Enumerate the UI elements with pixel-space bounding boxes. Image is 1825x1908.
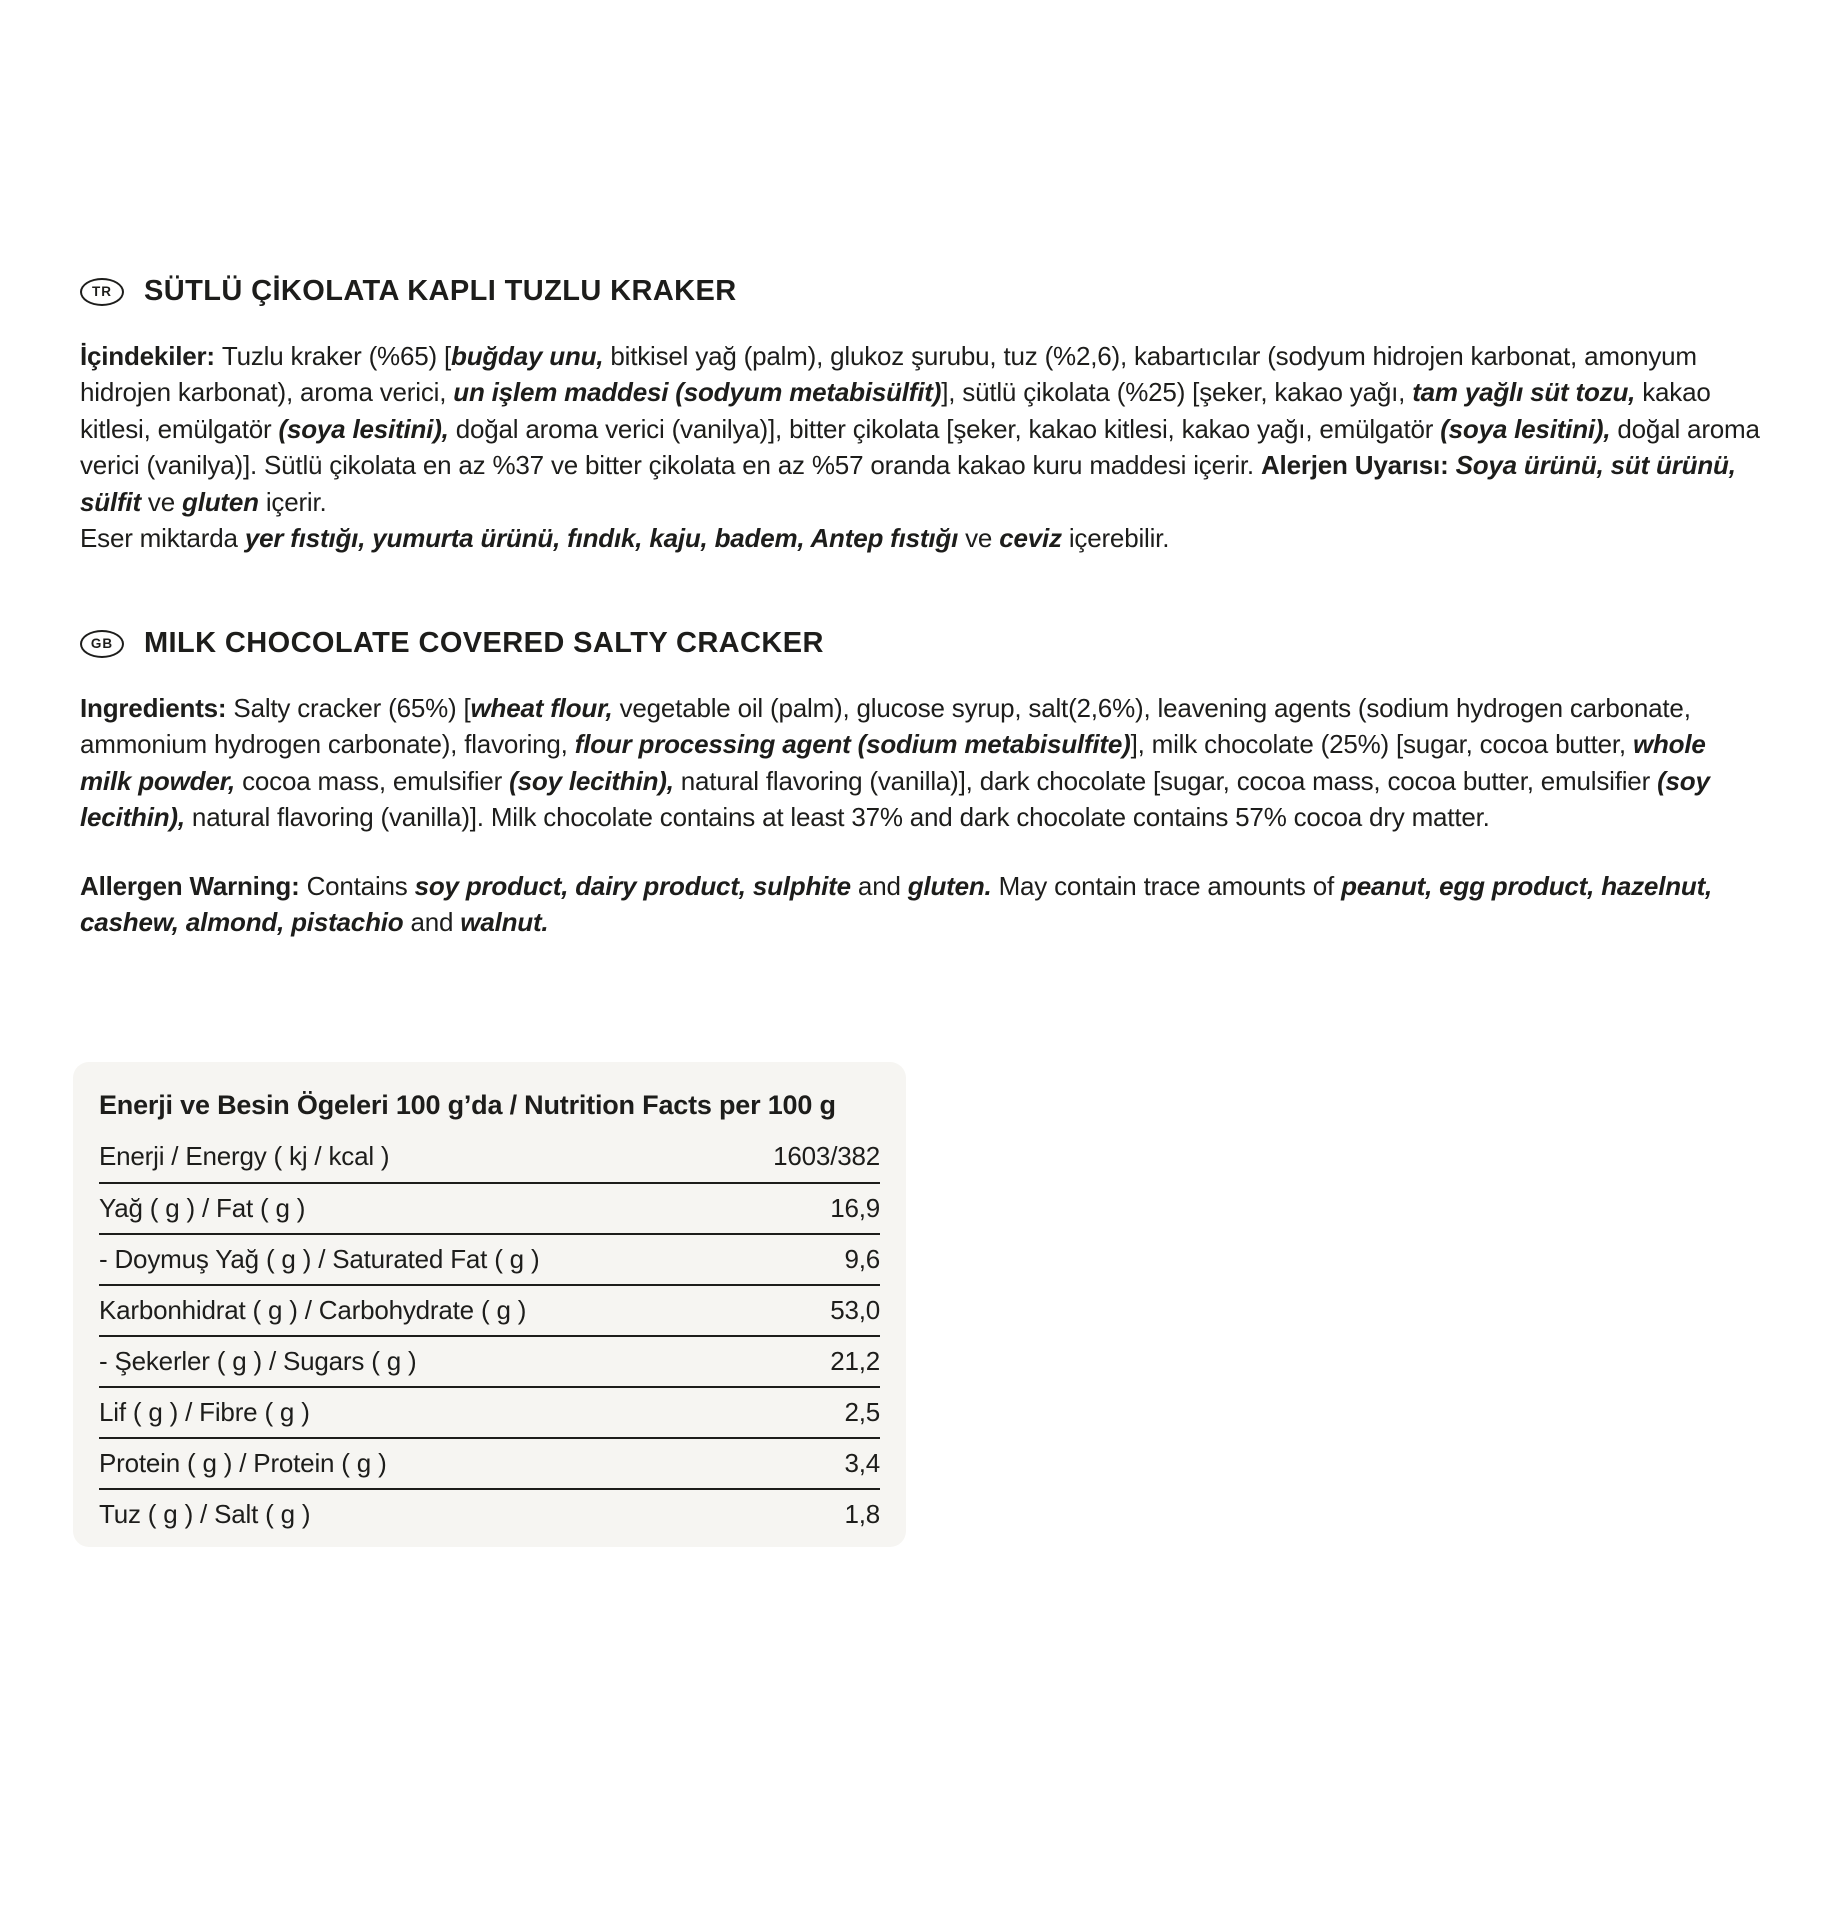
nutrition-row-value: 2,5 bbox=[844, 1397, 880, 1427]
text-segment: ve bbox=[958, 523, 1000, 554]
nutrition-row bbox=[99, 1182, 880, 1233]
text-segment: un işlem maddesi (sodyum metabisülfit) bbox=[453, 377, 942, 408]
nutrition-row-value: 16,9 bbox=[830, 1193, 880, 1223]
text-segment: Contains bbox=[306, 870, 415, 901]
text-segment: natural flavoring (vanilla)], dark chocolate [sugar, cocoa mass, cocoa butter, emulsifier bbox=[673, 765, 1658, 796]
english-product-title: MILK CHOCOLATE COVERED SALTY CRACKER bbox=[144, 627, 824, 659]
text-segment: içerir. bbox=[258, 486, 327, 517]
text-segment: flour processing agent (sodium metabisulfite) bbox=[574, 729, 1131, 760]
nutrition-row-value: 53,0 bbox=[830, 1295, 880, 1325]
text-segment: tam yağlı süt tozu, bbox=[1412, 377, 1636, 408]
nutrition-row-label: Protein ( g ) / Protein ( g ) bbox=[99, 1448, 387, 1478]
text-segment: ve bbox=[140, 486, 183, 517]
text-segment: içerebilir. bbox=[1061, 523, 1170, 554]
nutrition-row bbox=[99, 1233, 880, 1284]
nutrition-row bbox=[99, 1488, 880, 1539]
tr-language-badge bbox=[80, 278, 124, 306]
nutrition-row-label: - Şekerler ( g ) / Sugars ( g ) bbox=[99, 1346, 417, 1376]
text-segment: doğal aroma verici (vanilya)], bitter çikolata [şeker, kakao kitlesi, kakao yağı, emülgatör bbox=[448, 413, 1441, 444]
text-segment: Salty cracker (65%) [ bbox=[233, 692, 471, 723]
nutrition-row-label: Tuz ( g ) / Salt ( g ) bbox=[99, 1499, 311, 1529]
turkish-ingredients-paragraph bbox=[80, 338, 1760, 521]
text-segment: whole milk powder, bbox=[80, 729, 1706, 796]
nutrition-row-value: 1,8 bbox=[844, 1499, 880, 1529]
text-segment: natural flavoring (vanilla)]. Milk chocolate contains at least 37% and dark chocolate contains 57% cocoa dry matter. bbox=[184, 802, 1490, 833]
text-segment: doğal aroma verici (vanilya)]. Sütlü çikolata en az %37 ve bitter çikolata en az %57 oranda kakao kuru maddesi içerir. bbox=[80, 413, 1760, 481]
nutrition-row bbox=[99, 1131, 880, 1182]
nutrition-row-label: Lif ( g ) / Fibre ( g ) bbox=[99, 1397, 310, 1427]
text-segment: wheat flour, bbox=[470, 692, 613, 723]
text-segment: (soy lecithin), bbox=[80, 765, 1710, 833]
text-segment: soy product, dairy product, sulphite bbox=[414, 870, 851, 901]
english-ingredients-paragraph bbox=[80, 690, 1760, 836]
english-heading-row bbox=[80, 628, 1760, 660]
gb-badge-label: GB bbox=[90, 636, 114, 652]
text-segment: Alerjen Uyarısı: bbox=[1260, 450, 1456, 481]
text-segment: and bbox=[850, 870, 908, 901]
nutrition-row bbox=[99, 1437, 880, 1488]
text-segment: gluten bbox=[182, 486, 259, 517]
text-segment: (soya lesitini), bbox=[278, 413, 449, 444]
text-segment: Tuzlu kraker (%65) [ bbox=[221, 340, 452, 371]
turkish-trace-paragraph bbox=[80, 520, 1760, 557]
text-segment: Allergen Warning: bbox=[80, 870, 307, 901]
english-section bbox=[80, 628, 1760, 941]
text-segment: walnut. bbox=[460, 907, 549, 938]
text-segment: ], milk chocolate (25%) [sugar, cocoa butter, bbox=[1130, 729, 1633, 760]
text-segment: yer fıstığı, yumurta ürünü, fındık, kaju, badem, Antep fıstığı bbox=[244, 523, 959, 554]
nutrition-row-value: 3,4 bbox=[844, 1448, 880, 1478]
text-segment: cocoa mass, emulsifier bbox=[235, 765, 510, 796]
text-segment: ceviz bbox=[999, 523, 1062, 554]
text-segment: kakao kitlesi, emülgatör bbox=[80, 377, 1711, 444]
nutrition-row-label: Karbonhidrat ( g ) / Carbohydrate ( g ) bbox=[99, 1295, 527, 1325]
nutrition-row bbox=[99, 1284, 880, 1335]
nutrition-row bbox=[99, 1335, 880, 1386]
nutrition-row-label: Enerji / Energy ( kj / kcal ) bbox=[99, 1141, 390, 1171]
text-segment: (soy lecithin), bbox=[509, 765, 674, 796]
text-segment: (soya lesitini), bbox=[1440, 413, 1611, 444]
text-segment: gluten. bbox=[907, 870, 992, 901]
text-segment: İçindekiler: bbox=[80, 340, 222, 371]
text-segment: Soya ürünü, süt ürünü, sülfit bbox=[80, 450, 1736, 517]
turkish-heading-row bbox=[80, 276, 1760, 308]
turkish-product-title: SÜTLÜ ÇİKOLATA KAPLI TUZLU KRAKER bbox=[144, 275, 737, 307]
text-segment: vegetable oil (palm), glucose syrup, salt(2,6%), leavening agents (sodium hydrogen carbonate, ammonium hydrogen carbonate), flavoring, bbox=[80, 692, 1691, 760]
nutrition-row-value: 1603/382 bbox=[773, 1141, 880, 1171]
text-segment: ], sütlü çikolata (%25) [şeker, kakao yağı, bbox=[941, 377, 1413, 408]
turkish-section bbox=[80, 276, 1760, 557]
nutrition-row-value: 21,2 bbox=[830, 1346, 880, 1376]
nutrition-row bbox=[99, 1386, 880, 1437]
tr-badge-label: TR bbox=[92, 284, 112, 300]
nutrition-facts-table bbox=[73, 1062, 906, 1547]
text-segment: bitkisel yağ (palm), glukoz şurubu, tuz (%2,6), kabartıcılar (sodyum hidrojen karbonat, amonyum hidrojen karbonat), aroma verici, bbox=[80, 340, 1697, 408]
allergen-warning-paragraph bbox=[80, 868, 1760, 941]
text-segment: Ingredients: bbox=[80, 692, 234, 723]
text-segment: and bbox=[403, 907, 461, 938]
text-segment: Eser miktarda bbox=[80, 523, 245, 554]
nutrition-row-value: 9,6 bbox=[844, 1244, 880, 1274]
text-segment: May contain trace amounts of bbox=[991, 870, 1342, 901]
gb-language-badge bbox=[80, 630, 124, 658]
nutrition-row-label: - Doymuş Yağ ( g ) / Saturated Fat ( g ) bbox=[99, 1244, 540, 1274]
nutrition-table-title: Enerji ve Besin Ögeleri 100 g’da / Nutrition Facts per 100 g bbox=[99, 1090, 836, 1120]
text-segment: buğday unu, bbox=[451, 340, 604, 371]
nutrition-row-label: Yağ ( g ) / Fat ( g ) bbox=[99, 1193, 306, 1223]
nutrition-table-rows bbox=[99, 1131, 880, 1539]
text-segment: peanut, egg product, hazelnut, cashew, almond, pistachio bbox=[80, 870, 1713, 938]
